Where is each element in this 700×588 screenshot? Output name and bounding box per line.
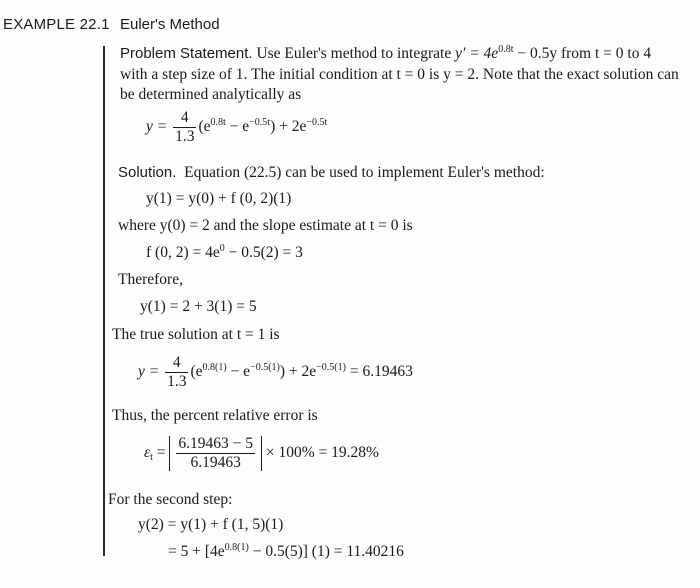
eq4-lhs: = 5 + [4e xyxy=(168,543,225,560)
problem-line-2: with a step size of 1. The initial condition at t = 0 is y = 2. Note that the exact solution can xyxy=(120,66,679,83)
eq4-exp: 0.8(1) xyxy=(224,542,249,553)
slope-rhs: − 0.5(2) = 3 xyxy=(224,244,303,261)
problem-text-1: Use Euler's method to integrate xyxy=(256,45,452,62)
exact-lhs: y = xyxy=(146,118,168,136)
true-term3: ) + 2e xyxy=(279,363,317,381)
slope-exp: 0 xyxy=(219,243,225,254)
exact-term1: (e xyxy=(198,118,211,136)
true-lhs: y = xyxy=(138,363,160,381)
true-solution-intro: The true solution at t = 1 is xyxy=(112,326,280,343)
true-frac-den: 1.3 xyxy=(167,373,187,390)
error-rhs: × 100% = 19.28% xyxy=(265,444,379,462)
second-step-intro: For the second step: xyxy=(108,491,233,508)
problem-line-1 xyxy=(120,44,651,64)
problem-line-3: be determined analytically as xyxy=(120,86,302,103)
slope-lhs: f (0, 2) = 4e xyxy=(146,244,220,261)
true-result: = 6.19463 xyxy=(345,363,413,381)
error-sub: t xyxy=(150,452,153,464)
true-fraction xyxy=(165,355,188,390)
exact-term2-exp: −0.5t xyxy=(249,117,271,129)
equation-y2-result xyxy=(168,542,404,562)
error-eq: = xyxy=(152,444,166,462)
example-label: EXAMPLE 22.1 xyxy=(3,16,110,33)
where-line: where y(0) = 2 and the slope estimate at t = 0 is xyxy=(118,217,413,234)
exact-frac-num: 4 xyxy=(173,110,196,128)
ode-rhs: − 0.5y from t = 0 to 4 xyxy=(513,45,652,62)
equation-euler-step-1: y(1) = y(0) + f (0, 2)(1) xyxy=(146,190,292,207)
exact-term3-exp: −0.5t xyxy=(306,117,328,129)
exact-term2: − e xyxy=(225,118,250,136)
error-frac-num: 6.19463 − 5 xyxy=(178,435,254,452)
slope-equation xyxy=(146,243,303,263)
true-term1-exp: 0.8(1) xyxy=(202,362,227,374)
true-solution-equation xyxy=(138,355,413,390)
ode-exponent: 0.8t xyxy=(498,44,514,55)
example-title: Euler's Method xyxy=(120,16,220,33)
error-equation xyxy=(144,436,379,471)
exact-fraction xyxy=(173,110,196,145)
solution-heading: Solution. xyxy=(118,164,177,181)
exact-solution-equation xyxy=(146,110,327,145)
error-abs-bars xyxy=(169,436,262,471)
true-term2: − e xyxy=(226,363,251,381)
therefore-line: Therefore, xyxy=(118,271,183,288)
margin-rule xyxy=(103,46,105,556)
eq4-rhs: − 0.5(5)] (1) = 11.40216 xyxy=(248,543,404,560)
problem-heading: Problem Statement. xyxy=(120,45,253,62)
true-term3-exp: −0.5(1) xyxy=(316,362,346,374)
true-frac-num: 4 xyxy=(165,355,188,373)
error-fraction xyxy=(176,436,255,471)
error-intro: Thus, the percent relative error is xyxy=(112,407,318,424)
solution-intro: Equation (22.5) can be used to implement Euler's method: xyxy=(184,164,545,181)
exact-term3: ) + 2e xyxy=(270,118,307,136)
error-lhs: ε xyxy=(144,444,151,462)
exact-term1-exp: 0.8t xyxy=(210,117,226,129)
true-term1: (e xyxy=(190,363,203,381)
ode-lhs: y′ = 4e xyxy=(455,45,499,62)
true-term2-exp: −0.5(1) xyxy=(250,362,280,374)
error-frac-den: 6.19463 xyxy=(190,454,241,471)
exact-frac-den: 1.3 xyxy=(175,128,195,145)
equation-y1-result: y(1) = 2 + 3(1) = 5 xyxy=(140,298,257,315)
equation-euler-step-2: y(2) = y(1) + f (1, 5)(1) xyxy=(138,516,284,533)
solution-line xyxy=(118,163,545,183)
